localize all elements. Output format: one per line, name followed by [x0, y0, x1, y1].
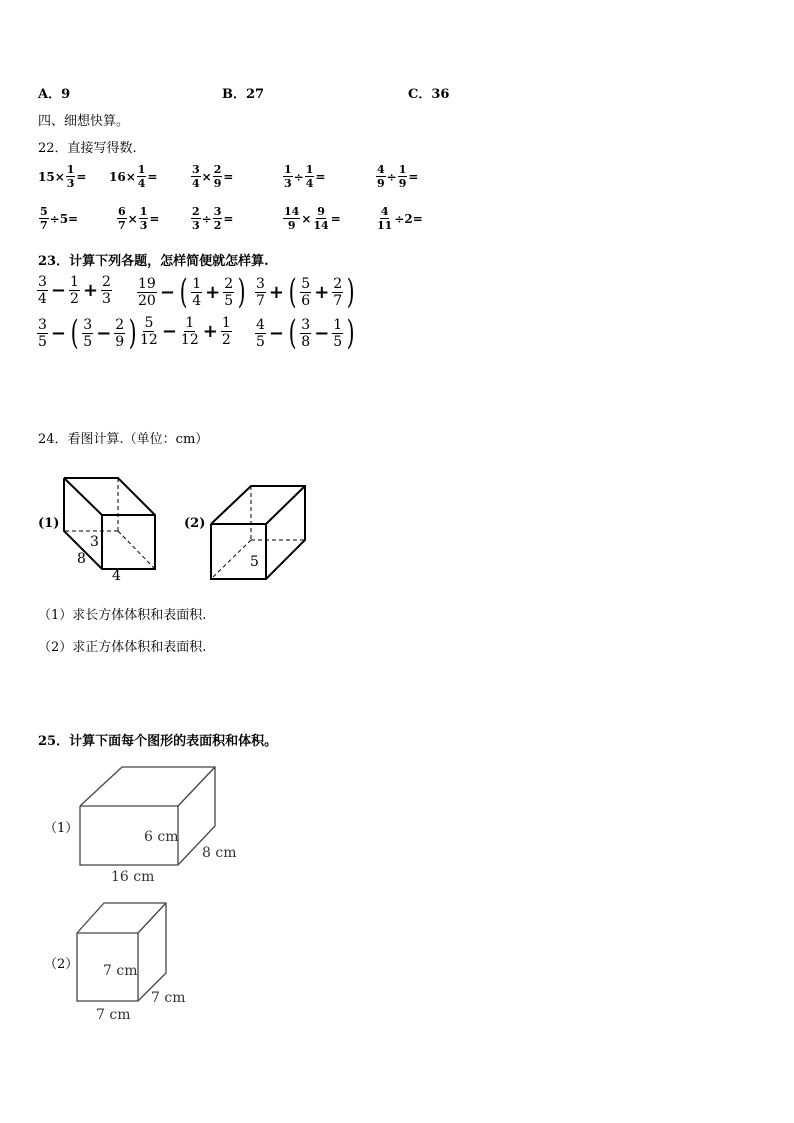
- operator: ÷: [293, 169, 304, 184]
- numerator: 19: [138, 275, 156, 292]
- q25-fig2-label: （2）: [44, 957, 79, 972]
- q24-sub-1: （1）求长方体体积和表面积.: [38, 608, 207, 623]
- operator: ÷5=: [49, 211, 79, 226]
- denominator: 3: [284, 177, 292, 190]
- section-4-heading: 四、细想快算。: [38, 114, 130, 129]
- q25-fig2-height: 7 cm: [103, 963, 138, 979]
- operator: −: [50, 322, 67, 344]
- operator: ÷2=: [394, 211, 423, 226]
- numerator: 1: [66, 163, 75, 176]
- q23-title: 23．计算下列各题，怎样简便就怎样算.: [38, 254, 269, 269]
- denominator: 2: [70, 291, 79, 307]
- operator: +: [314, 281, 330, 303]
- numerator: 1: [221, 315, 231, 331]
- denominator: 7: [40, 219, 48, 232]
- q25-cube-figure: [77, 903, 166, 1001]
- numerator: 2: [213, 163, 222, 176]
- numerator: 1: [192, 275, 202, 292]
- denominator: 4: [192, 177, 200, 190]
- numerator: 2: [224, 275, 234, 292]
- denominator: 4: [38, 291, 47, 307]
- numerator: 2: [333, 275, 343, 292]
- denominator: 7: [333, 292, 343, 309]
- numerator: 3: [213, 205, 222, 218]
- denominator: 2: [213, 219, 222, 232]
- denominator: 20: [138, 292, 156, 309]
- numerator: 3: [256, 275, 265, 292]
- q24-title: 24．看图计算.（单位：cm）: [38, 432, 209, 447]
- numerator: 3: [192, 163, 200, 176]
- left-paren: (: [70, 313, 79, 353]
- denominator: 12: [180, 332, 199, 348]
- left-paren: (: [288, 313, 297, 353]
- q25-fig2-length: 7 cm: [96, 1007, 131, 1023]
- denominator: 4: [305, 177, 314, 190]
- operator: ×: [201, 169, 212, 184]
- operator: ÷: [201, 211, 212, 226]
- right-paren: ): [128, 313, 137, 353]
- denominator: 3: [139, 219, 148, 232]
- equals: =: [315, 169, 326, 184]
- numerator: 1: [305, 163, 314, 176]
- operator: +: [82, 280, 99, 301]
- q25-cuboid-figure: [80, 767, 215, 865]
- equals: =: [149, 211, 160, 226]
- numerator: 1: [139, 205, 148, 218]
- q24-fig1-label: (1): [38, 516, 60, 531]
- left-paren: (: [179, 272, 188, 312]
- denominator: 2: [221, 332, 231, 348]
- operator: +: [268, 281, 285, 303]
- numerator: 6: [118, 205, 126, 218]
- equals: =: [223, 169, 234, 184]
- equals: =: [408, 169, 419, 184]
- denominator: 7: [118, 219, 126, 232]
- q24-fig2-edge: 5: [250, 554, 259, 570]
- equals: =: [330, 211, 341, 226]
- numerator: 3: [301, 316, 311, 333]
- numerator: 1: [70, 274, 79, 290]
- numerator: 14: [284, 205, 300, 218]
- numerator: 5: [40, 205, 48, 218]
- denominator: 9: [115, 333, 125, 350]
- denominator: 5: [38, 333, 47, 350]
- operator: −: [268, 322, 285, 344]
- left-paren: (: [288, 272, 297, 312]
- denominator: 5: [83, 333, 93, 350]
- numerator: 1: [398, 163, 407, 176]
- numerator: 5: [144, 315, 154, 331]
- denominator: 3: [102, 291, 111, 307]
- numerator: 1: [333, 316, 343, 333]
- right-paren: ): [237, 272, 246, 312]
- numerator: 1: [137, 163, 146, 176]
- q24-sub-2: （2）求正方体体积和表面积.: [38, 640, 207, 655]
- equals: =: [76, 169, 87, 184]
- q25-fig1-height: 6 cm: [144, 829, 179, 845]
- numerator: 3: [83, 316, 93, 333]
- operator: −: [161, 321, 177, 342]
- numerator: 1: [284, 163, 292, 176]
- operator: −: [159, 281, 175, 303]
- q25-fig1-width: 8 cm: [202, 845, 237, 861]
- numerator: 2: [115, 316, 125, 333]
- numerator: 1: [185, 315, 195, 331]
- operator: ×: [127, 211, 138, 226]
- numerator: 4: [377, 163, 385, 176]
- denominator: 9: [377, 177, 385, 190]
- numerator: 9: [317, 205, 325, 218]
- denominator: 4: [192, 292, 202, 309]
- operator: ×: [301, 211, 312, 226]
- operator: ÷: [386, 169, 397, 184]
- denominator: 5: [224, 292, 234, 309]
- lead-text: 15×: [38, 169, 65, 184]
- q24-fig1-height: 3: [90, 534, 99, 550]
- q25-fig1-length: 16 cm: [111, 869, 155, 885]
- operator: +: [205, 281, 221, 303]
- denominator: 3: [66, 177, 75, 190]
- q22-title: 22．直接写得数.: [38, 141, 137, 156]
- operator: −: [96, 322, 112, 344]
- q24-fig1-length: 4: [112, 568, 121, 584]
- denominator: 11: [377, 219, 393, 232]
- operator: +: [202, 321, 218, 342]
- denominator: 9: [213, 177, 222, 190]
- q24-fig1-width: 8: [77, 551, 86, 567]
- denominator: 5: [256, 333, 265, 350]
- denominator: 4: [137, 177, 146, 190]
- operator: −: [314, 322, 330, 344]
- choice-b: B．27: [222, 87, 265, 102]
- numerator: 3: [38, 274, 47, 290]
- choice-c: C．36: [408, 87, 450, 102]
- denominator: 3: [192, 219, 200, 232]
- q25-fig2-width: 7 cm: [151, 990, 186, 1006]
- q24-fig2-label: (2): [184, 516, 206, 531]
- choice-a: A．9: [38, 87, 71, 102]
- operator: −: [50, 280, 67, 301]
- numerator: 3: [38, 316, 47, 333]
- numerator: 2: [192, 205, 200, 218]
- numerator: 5: [301, 275, 311, 292]
- numerator: 4: [256, 316, 265, 333]
- q25-title: 25．计算下面每个图形的表面积和体积。: [38, 734, 278, 749]
- denominator: 5: [333, 333, 343, 350]
- equals: =: [223, 211, 234, 226]
- denominator: 8: [301, 333, 311, 350]
- numerator: 2: [102, 274, 111, 290]
- denominator: 7: [256, 292, 265, 309]
- equals: =: [147, 169, 158, 184]
- denominator: 9: [287, 219, 296, 232]
- denominator: 14: [313, 219, 329, 232]
- right-paren: ): [346, 272, 355, 312]
- denominator: 6: [301, 292, 311, 309]
- denominator: 9: [398, 177, 407, 190]
- lead-text: 16×: [109, 169, 136, 184]
- numerator: 4: [380, 205, 389, 218]
- right-paren: ): [346, 313, 355, 353]
- q25-fig1-label: （1）: [44, 821, 79, 836]
- denominator: 12: [140, 332, 158, 348]
